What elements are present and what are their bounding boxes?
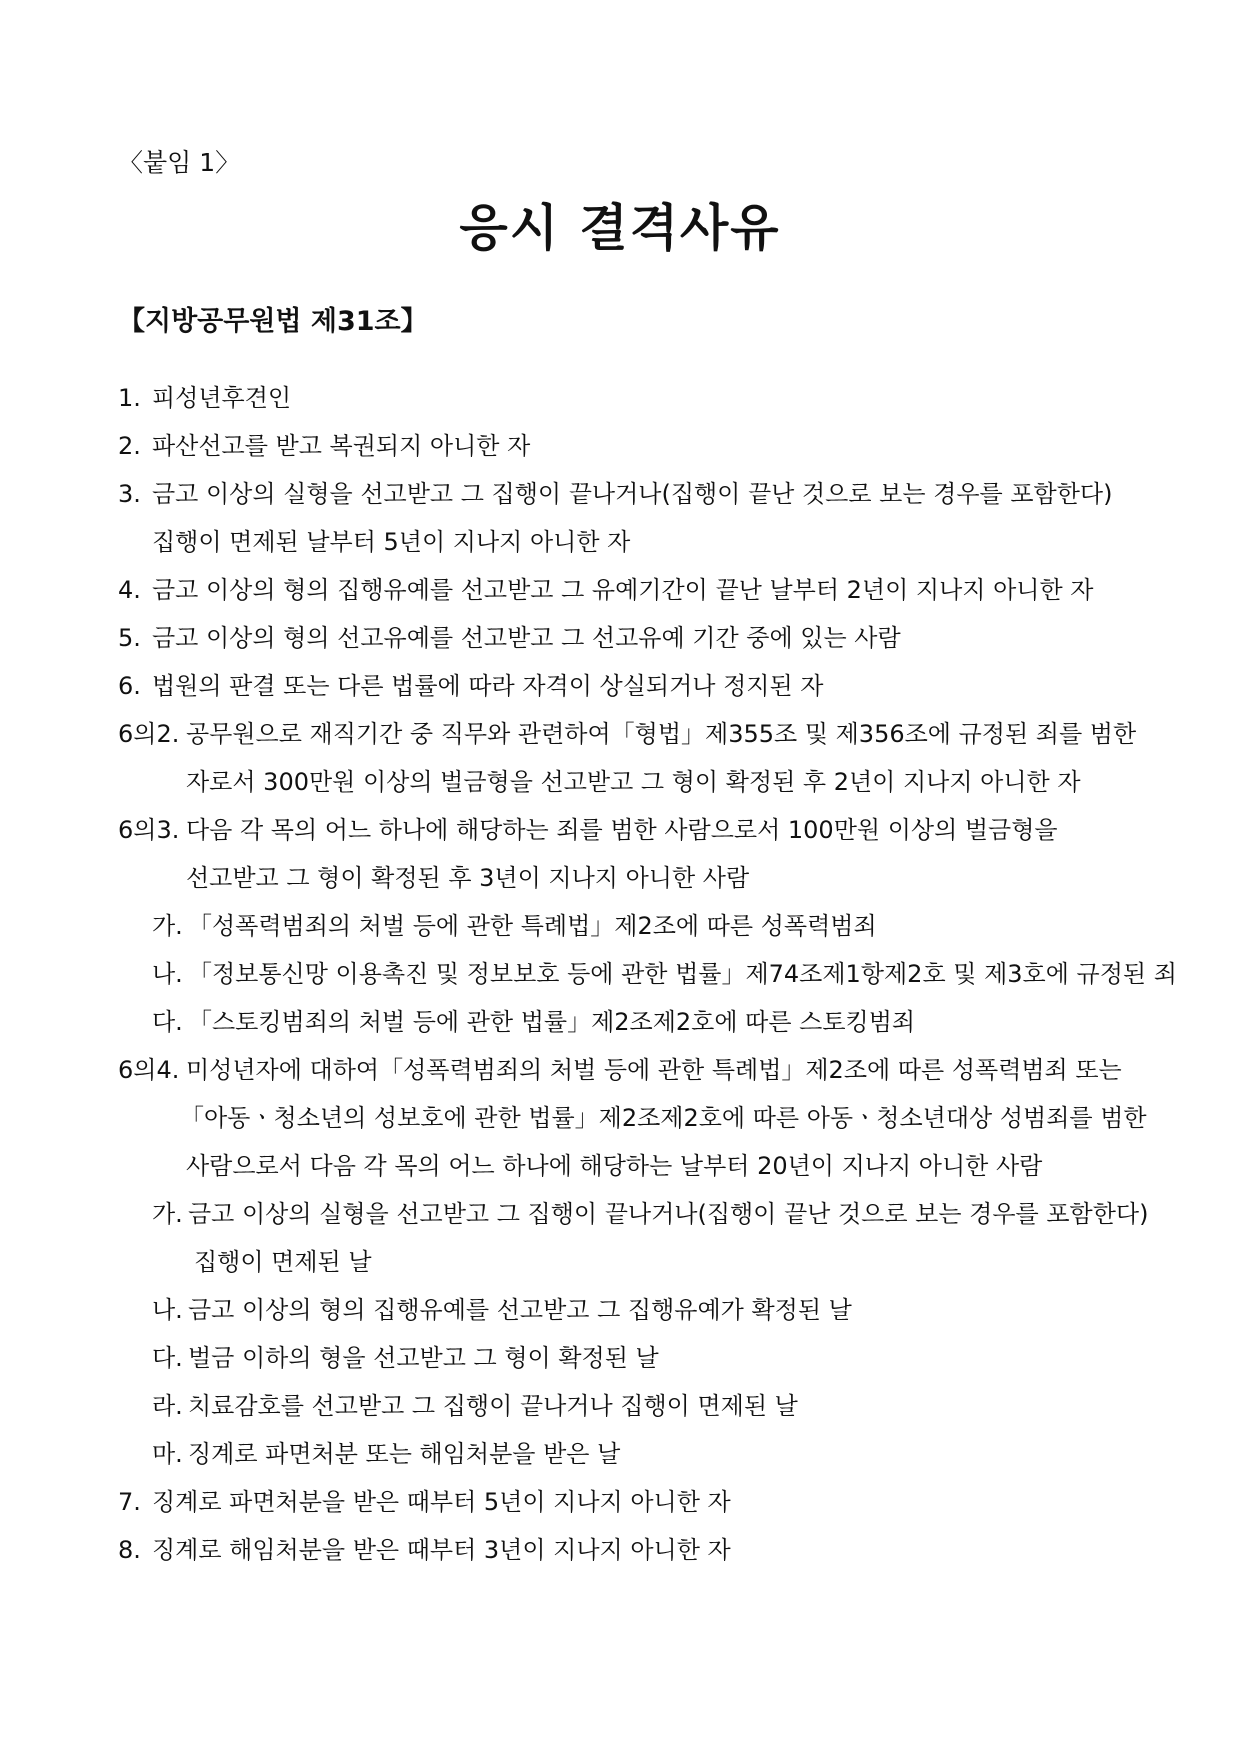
sub-item bbox=[152, 1190, 1148, 1238]
list-item bbox=[118, 1478, 731, 1526]
item-text: 징계로 해임처분을 받은 때부터 3년이 지나지 아니한 자 bbox=[152, 1536, 731, 1564]
item-text: 금고 이상의 형의 선고유예를 선고받고 그 선고유예 기간 중에 있는 사람 bbox=[152, 624, 901, 652]
sub-item bbox=[152, 1430, 620, 1478]
section-heading: 【지방공무원법 제31조】 bbox=[118, 306, 428, 337]
item-text: 미성년자에 대하여「성폭력범죄의 처벌 등에 관한 특례법」제2조에 따른 성폭력범죄 또는 bbox=[186, 1056, 1122, 1084]
list-item bbox=[118, 710, 1136, 758]
list-item bbox=[118, 662, 823, 710]
list-item-continuation bbox=[152, 518, 630, 566]
list-item bbox=[118, 374, 291, 422]
item-text: 금고 이상의 실형을 선고받고 그 집행이 끝나거나(집행이 끝난 것으로 보는 경우를 포함한다) bbox=[188, 1200, 1149, 1228]
item-text: 치료감호를 선고받고 그 집행이 끝나거나 집행이 면제된 날 bbox=[188, 1392, 798, 1420]
sub-item-continuation bbox=[194, 1238, 372, 1286]
item-text: 집행이 면제된 날 bbox=[194, 1248, 372, 1276]
list-item-continuation bbox=[186, 854, 749, 902]
item-number: 6의2. bbox=[118, 720, 180, 748]
item-number: 라. bbox=[152, 1392, 183, 1420]
item-number: 6. bbox=[118, 672, 141, 700]
item-text: 벌금 이하의 형을 선고받고 그 형이 확정된 날 bbox=[188, 1344, 659, 1372]
sub-item bbox=[152, 1382, 798, 1430]
item-text: 금고 이상의 형의 집행유예를 선고받고 그 유예기간이 끝난 날부터 2년이 지나지 아니한 자 bbox=[152, 576, 1094, 604]
list-item-continuation bbox=[186, 758, 1081, 806]
item-text: 금고 이상의 실형을 선고받고 그 집행이 끝나거나(집행이 끝난 것으로 보는 경우를 포함한다) bbox=[152, 480, 1113, 508]
sub-item bbox=[152, 998, 915, 1046]
sub-item bbox=[152, 950, 1177, 998]
item-text: 다음 각 목의 어느 하나에 해당하는 죄를 범한 사람으로서 100만원 이상의 벌금형을 bbox=[186, 816, 1058, 844]
item-number: 나. bbox=[152, 1296, 183, 1324]
item-number: 나. bbox=[152, 960, 183, 988]
item-text: 피성년후견인 bbox=[152, 384, 292, 412]
item-text: 자로서 300만원 이상의 벌금형을 선고받고 그 형이 확정된 후 2년이 지나지 아니한 자 bbox=[186, 768, 1081, 796]
list-item bbox=[118, 1046, 1122, 1094]
item-number: 7. bbox=[118, 1488, 141, 1516]
sub-item bbox=[152, 902, 877, 950]
item-number: 마. bbox=[152, 1440, 183, 1468]
item-text: 파산선고를 받고 복권되지 아니한 자 bbox=[152, 432, 531, 460]
list-item-continuation bbox=[180, 1094, 1147, 1142]
list-item bbox=[118, 1526, 731, 1574]
item-text: 집행이 면제된 날부터 5년이 지나지 아니한 자 bbox=[152, 528, 631, 556]
list-item bbox=[118, 422, 530, 470]
list-item bbox=[118, 566, 1093, 614]
item-text: 「성폭력범죄의 처벌 등에 관한 특례법」제2조에 따른 성폭력범죄 bbox=[188, 912, 877, 940]
item-number: 2. bbox=[118, 432, 141, 460]
item-number: 8. bbox=[118, 1536, 141, 1564]
sub-item bbox=[152, 1286, 852, 1334]
page-title: 응시 결격사유 bbox=[459, 199, 781, 257]
list-item-continuation bbox=[186, 1142, 1042, 1190]
item-text: 「정보통신망 이용촉진 및 정보보호 등에 관한 법률」제74조제1항제2호 및 제3호에 규정된 죄 bbox=[188, 960, 1177, 988]
item-number: 가. bbox=[152, 912, 183, 940]
item-text: 「아동ㆍ청소년의 성보호에 관한 법률」제2조제2호에 따른 아동ㆍ청소년대상 성범죄를 범한 bbox=[180, 1104, 1147, 1132]
item-number: 6의4. bbox=[118, 1056, 180, 1084]
item-number: 4. bbox=[118, 576, 141, 604]
item-text: 공무원으로 재직기간 중 직무와 관련하여「형법」제355조 및 제356조에 규정된 죄를 범한 bbox=[186, 720, 1137, 748]
list-item bbox=[118, 614, 901, 662]
item-number: 3. bbox=[118, 480, 141, 508]
item-number: 1. bbox=[118, 384, 141, 412]
attachment-label: 〈붙임 1〉 bbox=[118, 148, 241, 177]
item-text: 징계로 파면처분 또는 해임처분을 받은 날 bbox=[188, 1440, 621, 1468]
item-number: 6의3. bbox=[118, 816, 180, 844]
sub-item bbox=[152, 1334, 659, 1382]
item-number: 5. bbox=[118, 624, 141, 652]
list-item bbox=[118, 806, 1058, 854]
item-text: 사람으로서 다음 각 목의 어느 하나에 해당하는 날부터 20년이 지나지 아니한 사람 bbox=[186, 1152, 1043, 1180]
item-text: 징계로 파면처분을 받은 때부터 5년이 지나지 아니한 자 bbox=[152, 1488, 731, 1516]
item-number: 가. bbox=[152, 1200, 183, 1228]
item-text: 선고받고 그 형이 확정된 후 3년이 지나지 아니한 사람 bbox=[186, 864, 750, 892]
item-number: 다. bbox=[152, 1008, 183, 1036]
item-number: 다. bbox=[152, 1344, 183, 1372]
item-text: 금고 이상의 형의 집행유예를 선고받고 그 집행유예가 확정된 날 bbox=[188, 1296, 852, 1324]
list-item bbox=[118, 470, 1112, 518]
item-text: 「스토킹범죄의 처벌 등에 관한 법률」제2조제2호에 따른 스토킹범죄 bbox=[188, 1008, 916, 1036]
item-text: 법원의 판결 또는 다른 법률에 따라 자격이 상실되거나 정지된 자 bbox=[152, 672, 824, 700]
